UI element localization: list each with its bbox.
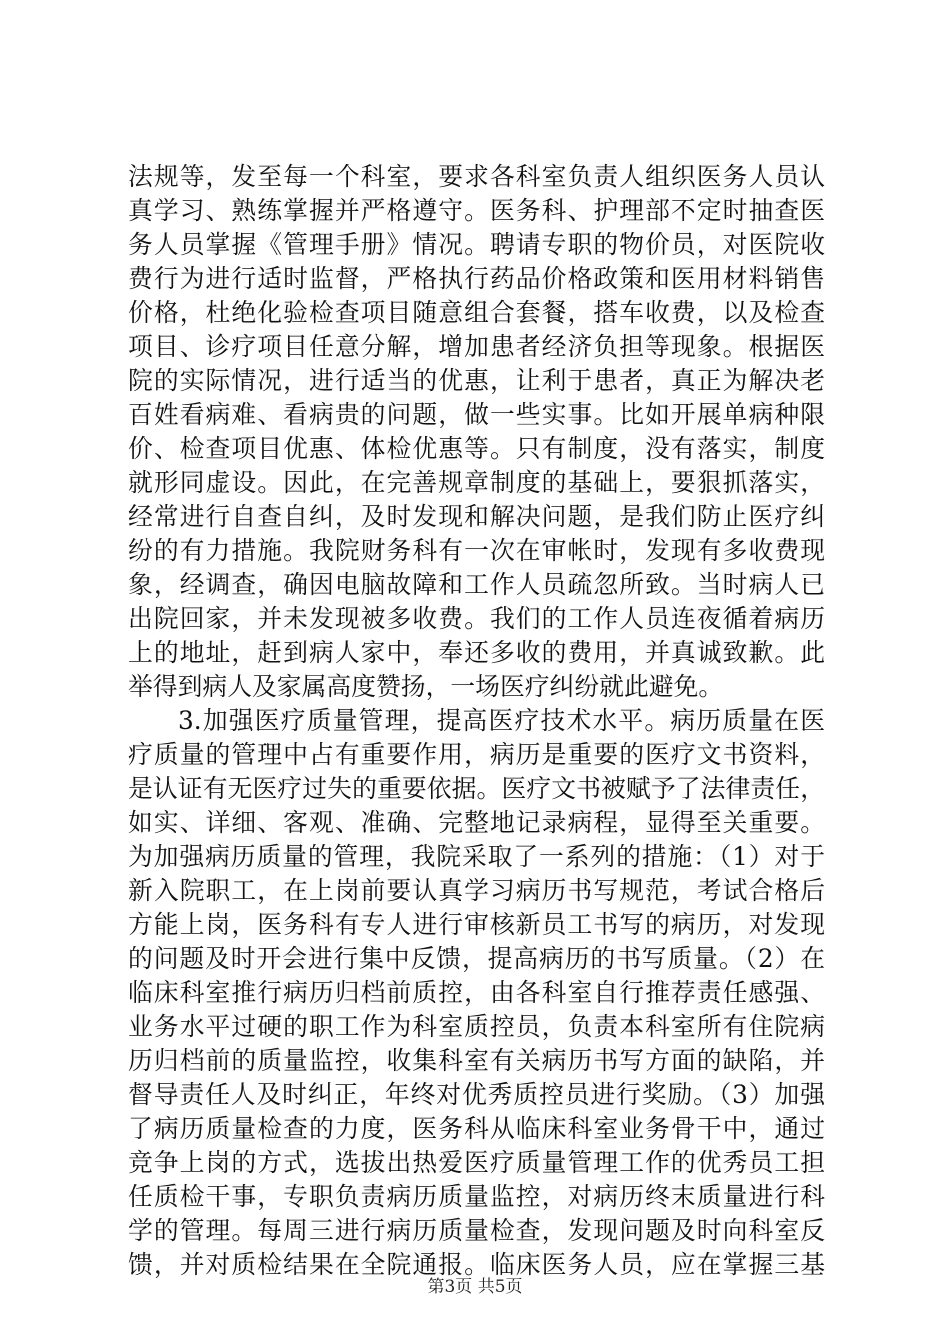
- text-line: 竞争上岗的方式，选拔出热爱医疗质量管理工作的优秀员工担: [128, 1148, 825, 1177]
- text-line: 历归档前的质量监控，收集科室有关病历书写方面的缺陷，并: [128, 1046, 825, 1075]
- text-line: 新入院职工，在上岗前要认真学习病历书写规范，考试合格后: [128, 876, 825, 905]
- text-line: 方能上岗，医务科有专人进行审核新员工书写的病历，对发现: [128, 910, 825, 939]
- text-line: 了病历质量检查的力度，医务科从临床科室业务骨干中，通过: [128, 1114, 825, 1143]
- text-line: 纷的有力措施。我院财务科有一次在审帐时，发现有多收费现: [128, 536, 825, 565]
- text-line: 任质检干事，专职负责病历质量监控，对病历终末质量进行科: [128, 1182, 825, 1211]
- text-line: 真学习、熟练掌握并严格遵守。医务科、护理部不定时抽查医: [128, 196, 825, 225]
- page-number-label: 第3页 共5页: [427, 1277, 523, 1297]
- text-line: 举得到病人及家属高度赞扬，一场医疗纠纷就此避免。: [128, 672, 724, 701]
- text-line: 经常进行自查自纠，及时发现和解决问题，是我们防止医疗纠: [128, 502, 825, 531]
- text-line: 就形同虚设。因此，在完善规章制度的基础上，要狠抓落实，: [128, 468, 825, 497]
- text-line: 价格，杜绝化验检查项目随意组合套餐，搭车收费，以及检查: [128, 298, 825, 327]
- text-line: 是认证有无医疗过失的重要依据。医疗文书被赋予了法律责任，: [128, 774, 825, 803]
- text-line: 学的管理。每周三进行病历质量检查，发现问题及时向科室反: [128, 1216, 825, 1245]
- text-line: 务人员掌握《管理手册》情况。聘请专职的物价员，对医院收: [128, 230, 825, 259]
- body-text: [128, 160, 825, 1282]
- text-line: 法规等，发至每一个科室，要求各科室负责人组织医务人员认: [128, 162, 825, 191]
- text-line: 业务水平过硬的职工作为科室质控员，负责本科室所有住院病: [128, 1012, 825, 1041]
- text-line: 出院回家，并未发现被多收费。我们的工作人员连夜循着病历: [128, 604, 825, 633]
- text-line: 督导责任人及时纠正，年终对优秀质控员进行奖励。（3）加强: [128, 1080, 825, 1109]
- text-line: 上的地址，赶到病人家中，奉还多收的费用，并真诚致歉。此: [128, 638, 825, 667]
- text-line: 费行为进行适时监督，严格执行药品价格政策和医用材料销售: [128, 264, 825, 293]
- text-line: 的问题及时开会进行集中反馈，提高病历的书写质量。（2）在: [128, 944, 825, 973]
- text-line: 3.加强医疗质量管理，提高医疗技术水平。病历质量在医: [178, 706, 825, 735]
- text-line: 临床科室推行病历归档前质控，由各科室自行推荐责任感强、: [128, 978, 825, 1007]
- text-line: 项目、诊疗项目任意分解，增加患者经济负担等现象。根据医: [128, 332, 825, 361]
- text-line: 百姓看病难、看病贵的问题，做一些实事。比如开展单病种限: [128, 400, 825, 429]
- text-line: 疗质量的管理中占有重要作用，病历是重要的医疗文书资料，: [128, 740, 825, 769]
- text-line: 馈，并对质检结果在全院通报。临床医务人员，应在掌握三基: [128, 1250, 825, 1279]
- page-footer: [0, 1275, 950, 1299]
- text-line: 为加强病历质量的管理，我院采取了一系列的措施：（1）对于: [128, 842, 825, 871]
- text-line: 如实、详细、客观、准确、完整地记录病程，显得至关重要。: [128, 808, 825, 837]
- text-line: 象，经调查，确因电脑故障和工作人员疏忽所致。当时病人已: [128, 570, 825, 599]
- text-line: 院的实际情况，进行适当的优惠，让利于患者，真正为解决老: [128, 366, 825, 395]
- text-line: 价、检查项目优惠、体检优惠等。只有制度，没有落实，制度: [128, 434, 825, 463]
